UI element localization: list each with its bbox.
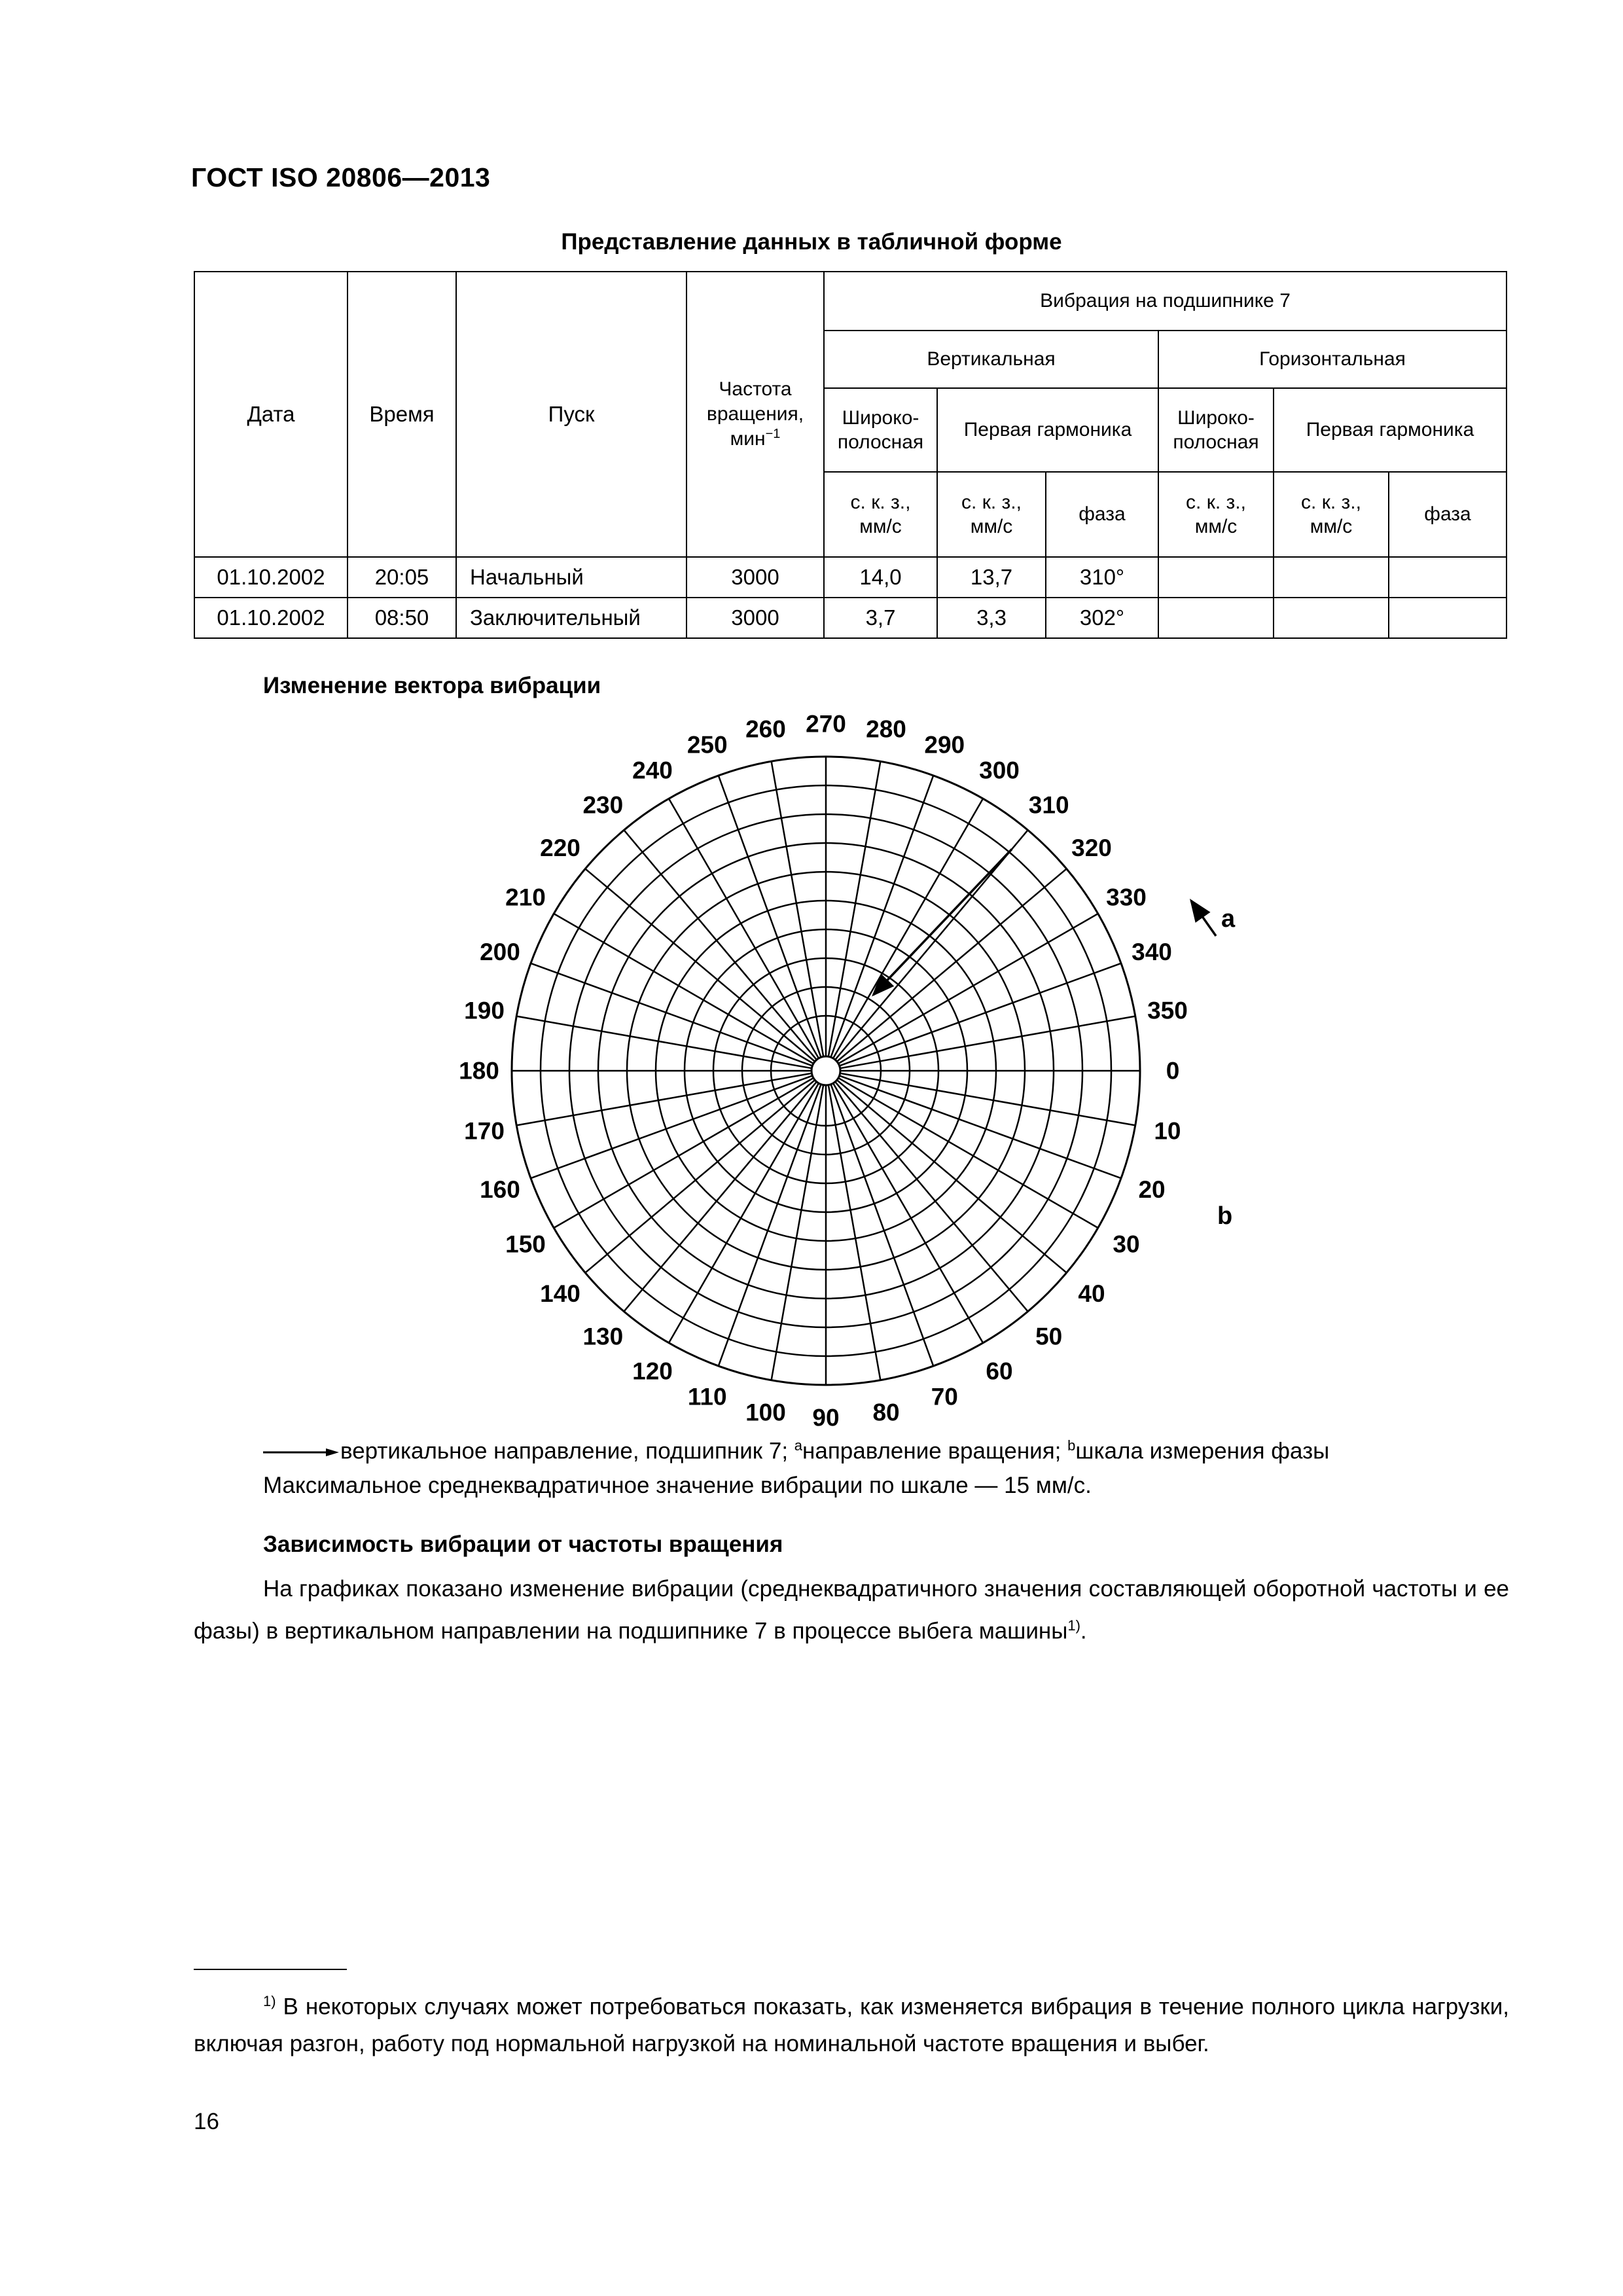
footnote: [194, 1983, 1509, 2062]
header-horizontal: Горизонтальная: [1158, 331, 1507, 388]
spoke-310: [835, 830, 1027, 1060]
angle-label-330: 330: [1106, 884, 1147, 911]
header-frequency-exponent: −1: [765, 427, 781, 442]
angle-label-60: 60: [986, 1357, 1013, 1385]
spoke-40: [837, 1080, 1067, 1272]
header-vertical: Вертикальная: [824, 331, 1158, 388]
header-v-broadband-l1: Широко-: [842, 406, 919, 429]
legend-a-sup: a: [794, 1437, 803, 1454]
rms-l2: мм/с: [1194, 516, 1238, 537]
scale-marker-label: b: [1217, 1202, 1233, 1230]
cell-v-broadband: 3,7: [824, 598, 937, 638]
page-number: 16: [194, 2109, 219, 2134]
footnote-divider: [194, 1969, 347, 1970]
header-v-h1-phase: фаза: [1046, 472, 1158, 557]
spoke-20: [840, 1076, 1121, 1179]
spoke-150: [554, 1078, 813, 1228]
header-run: Пуск: [456, 272, 687, 557]
rms-l1: с. к. з.,: [850, 491, 911, 513]
frequency-section-paragraph: [194, 1571, 1509, 1650]
angle-label-190: 190: [464, 997, 505, 1024]
header-time: Время: [348, 272, 456, 557]
angle-label-160: 160: [480, 1175, 520, 1203]
spoke-210: [554, 914, 813, 1064]
angle-label-290: 290: [924, 731, 965, 759]
cell-v-h1-rms: 3,3: [937, 598, 1046, 638]
angle-label-280: 280: [866, 715, 906, 743]
cell-date: 01.10.2002: [194, 598, 348, 638]
cell-v-h1-phase: 302°: [1046, 598, 1158, 638]
spoke-30: [838, 1078, 1098, 1228]
angle-label-90: 90: [812, 1404, 840, 1431]
angle-label-170: 170: [464, 1117, 505, 1145]
cell-date: 01.10.2002: [194, 557, 348, 598]
header-v-first-harmonic: Первая гармоника: [937, 388, 1158, 472]
angle-label-320: 320: [1071, 834, 1112, 861]
header-vibration-group: Вибрация на подшипнике 7: [824, 272, 1507, 331]
spoke-60: [833, 1083, 983, 1343]
angle-label-70: 70: [931, 1383, 958, 1410]
paragraph-text: На графиках показано изменение вибрации (среднеквадратичного значения составляющей оборотной частоты и ее фазы) в вертикальном направлении на подшипнике 7 в процессе выбега машины: [194, 1576, 1509, 1644]
table-title: Представление данных в табличной форме: [561, 229, 1062, 255]
angle-label-0: 0: [1166, 1057, 1180, 1085]
paragraph-end: .: [1080, 1618, 1087, 1644]
header-date: Дата: [194, 272, 348, 557]
footnote-reference: 1): [1067, 1617, 1080, 1634]
spoke-130: [624, 1082, 816, 1312]
angle-label-350: 350: [1147, 997, 1188, 1024]
header-h-h1-phase: фаза: [1389, 472, 1507, 557]
rms-l1: с. к. з.,: [1301, 491, 1361, 513]
legend-a-text: направление вращения;: [802, 1438, 1061, 1464]
cell-v-broadband: 14,0: [824, 557, 937, 598]
cell-time: 20:05: [348, 557, 456, 598]
angle-label-100: 100: [745, 1399, 786, 1426]
footnote-mark: 1): [263, 1993, 276, 2009]
rms-l1: с. к. з.,: [1186, 491, 1246, 513]
angle-label-140: 140: [540, 1280, 580, 1308]
rms-l2: мм/с: [859, 516, 902, 537]
chart-heading: Изменение вектора вибрации: [263, 673, 601, 698]
spoke-100: [772, 1085, 824, 1380]
angle-label-210: 210: [505, 884, 546, 911]
angle-label-30: 30: [1113, 1230, 1140, 1258]
legend-vector-text: вертикальное направление, подшипник 7;: [340, 1438, 789, 1464]
arrow-sample-icon: [263, 1447, 340, 1458]
center-hole: [812, 1056, 840, 1085]
legend-b-text: шкала измерения фазы: [1075, 1438, 1330, 1464]
angle-label-200: 200: [480, 939, 520, 966]
spoke-250: [719, 776, 821, 1057]
header-h-broadband-l1: Широко-: [1177, 406, 1255, 429]
angle-label-260: 260: [745, 715, 786, 743]
spoke-260: [772, 761, 824, 1056]
spoke-200: [531, 963, 812, 1066]
rms-l2: мм/с: [970, 516, 1013, 537]
angle-label-300: 300: [979, 757, 1020, 784]
angle-label-40: 40: [1078, 1280, 1105, 1308]
angle-label-50: 50: [1035, 1323, 1063, 1350]
angle-label-110: 110: [687, 1383, 727, 1410]
header-frequency-line1: Частота: [719, 378, 792, 401]
angle-label-130: 130: [582, 1323, 624, 1350]
cell-v-h1-rms: 13,7: [937, 557, 1046, 598]
angle-label-80: 80: [872, 1399, 900, 1426]
spoke-350: [840, 1016, 1135, 1069]
legend-b-sup: b: [1067, 1437, 1076, 1454]
header-v-broadband-l2: полосная: [837, 431, 924, 453]
spoke-120: [669, 1083, 819, 1343]
spoke-230: [624, 830, 816, 1060]
chart-legend: [263, 1437, 1329, 1465]
spoke-290: [831, 776, 934, 1057]
frequency-section-heading: Зависимость вибрации от частоты вращения: [263, 1532, 783, 1557]
polar-grid: [512, 757, 1140, 1385]
cell-v-h1-phase: 310°: [1046, 557, 1158, 598]
spoke-330: [838, 914, 1098, 1064]
spoke-300: [833, 798, 983, 1058]
spoke-50: [835, 1082, 1027, 1312]
spoke-110: [719, 1085, 821, 1366]
chart-markers: [1191, 901, 1236, 1230]
spoke-320: [837, 869, 1067, 1061]
angle-label-310: 310: [1028, 791, 1069, 819]
header-frequency-line2: вращения,: [706, 403, 804, 425]
cell-time: 08:50: [348, 598, 456, 638]
spoke-190: [516, 1016, 812, 1069]
spoke-280: [829, 761, 881, 1056]
spoke-80: [829, 1085, 881, 1380]
angle-label-270: 270: [806, 710, 846, 738]
angle-label-150: 150: [505, 1230, 546, 1258]
cell-run: Начальный: [456, 557, 687, 598]
spoke-70: [831, 1085, 934, 1366]
footnote-text: В некоторых случаях может потребоваться показать, как изменяется вибрация в течение полного цикла нагрузки, включая разгон, работу под нормальной нагрузкой на номинальной частоте вращения и выбег.: [194, 1994, 1509, 2056]
spoke-240: [669, 798, 819, 1058]
angle-label-230: 230: [582, 791, 624, 819]
spoke-220: [585, 869, 815, 1061]
angle-label-340: 340: [1132, 939, 1172, 966]
angle-label-20: 20: [1138, 1175, 1166, 1203]
angle-label-120: 120: [632, 1357, 673, 1385]
cell-frequency: 3000: [687, 598, 824, 638]
header-frequency-unit: мин: [730, 428, 766, 450]
rotation-marker-label: a: [1221, 905, 1236, 933]
spoke-340: [840, 963, 1121, 1066]
spoke-140: [585, 1080, 815, 1272]
scale-note: Максимальное среднеквадратичное значение вибрации по шкале — 15 мм/с.: [263, 1473, 1092, 1498]
angle-label-10: 10: [1154, 1117, 1181, 1145]
angle-label-250: 250: [687, 731, 728, 759]
rotation-direction-arrow: [1191, 901, 1216, 936]
spoke-160: [531, 1076, 812, 1179]
rms-l1: с. к. з.,: [961, 491, 1022, 513]
header-h-first-harmonic: Первая гармоника: [1274, 388, 1507, 472]
angle-label-240: 240: [632, 757, 673, 784]
angle-label-180: 180: [459, 1057, 499, 1085]
cell-run: Заключительный: [456, 598, 687, 638]
spoke-170: [516, 1073, 812, 1126]
document-code: ГОСТ ISO 20806—2013: [191, 162, 491, 192]
cell-frequency: 3000: [687, 557, 824, 598]
angle-label-220: 220: [540, 834, 580, 861]
header-h-broadband-l2: полосная: [1173, 431, 1259, 453]
spoke-10: [840, 1073, 1135, 1126]
rms-l2: мм/с: [1310, 516, 1353, 537]
